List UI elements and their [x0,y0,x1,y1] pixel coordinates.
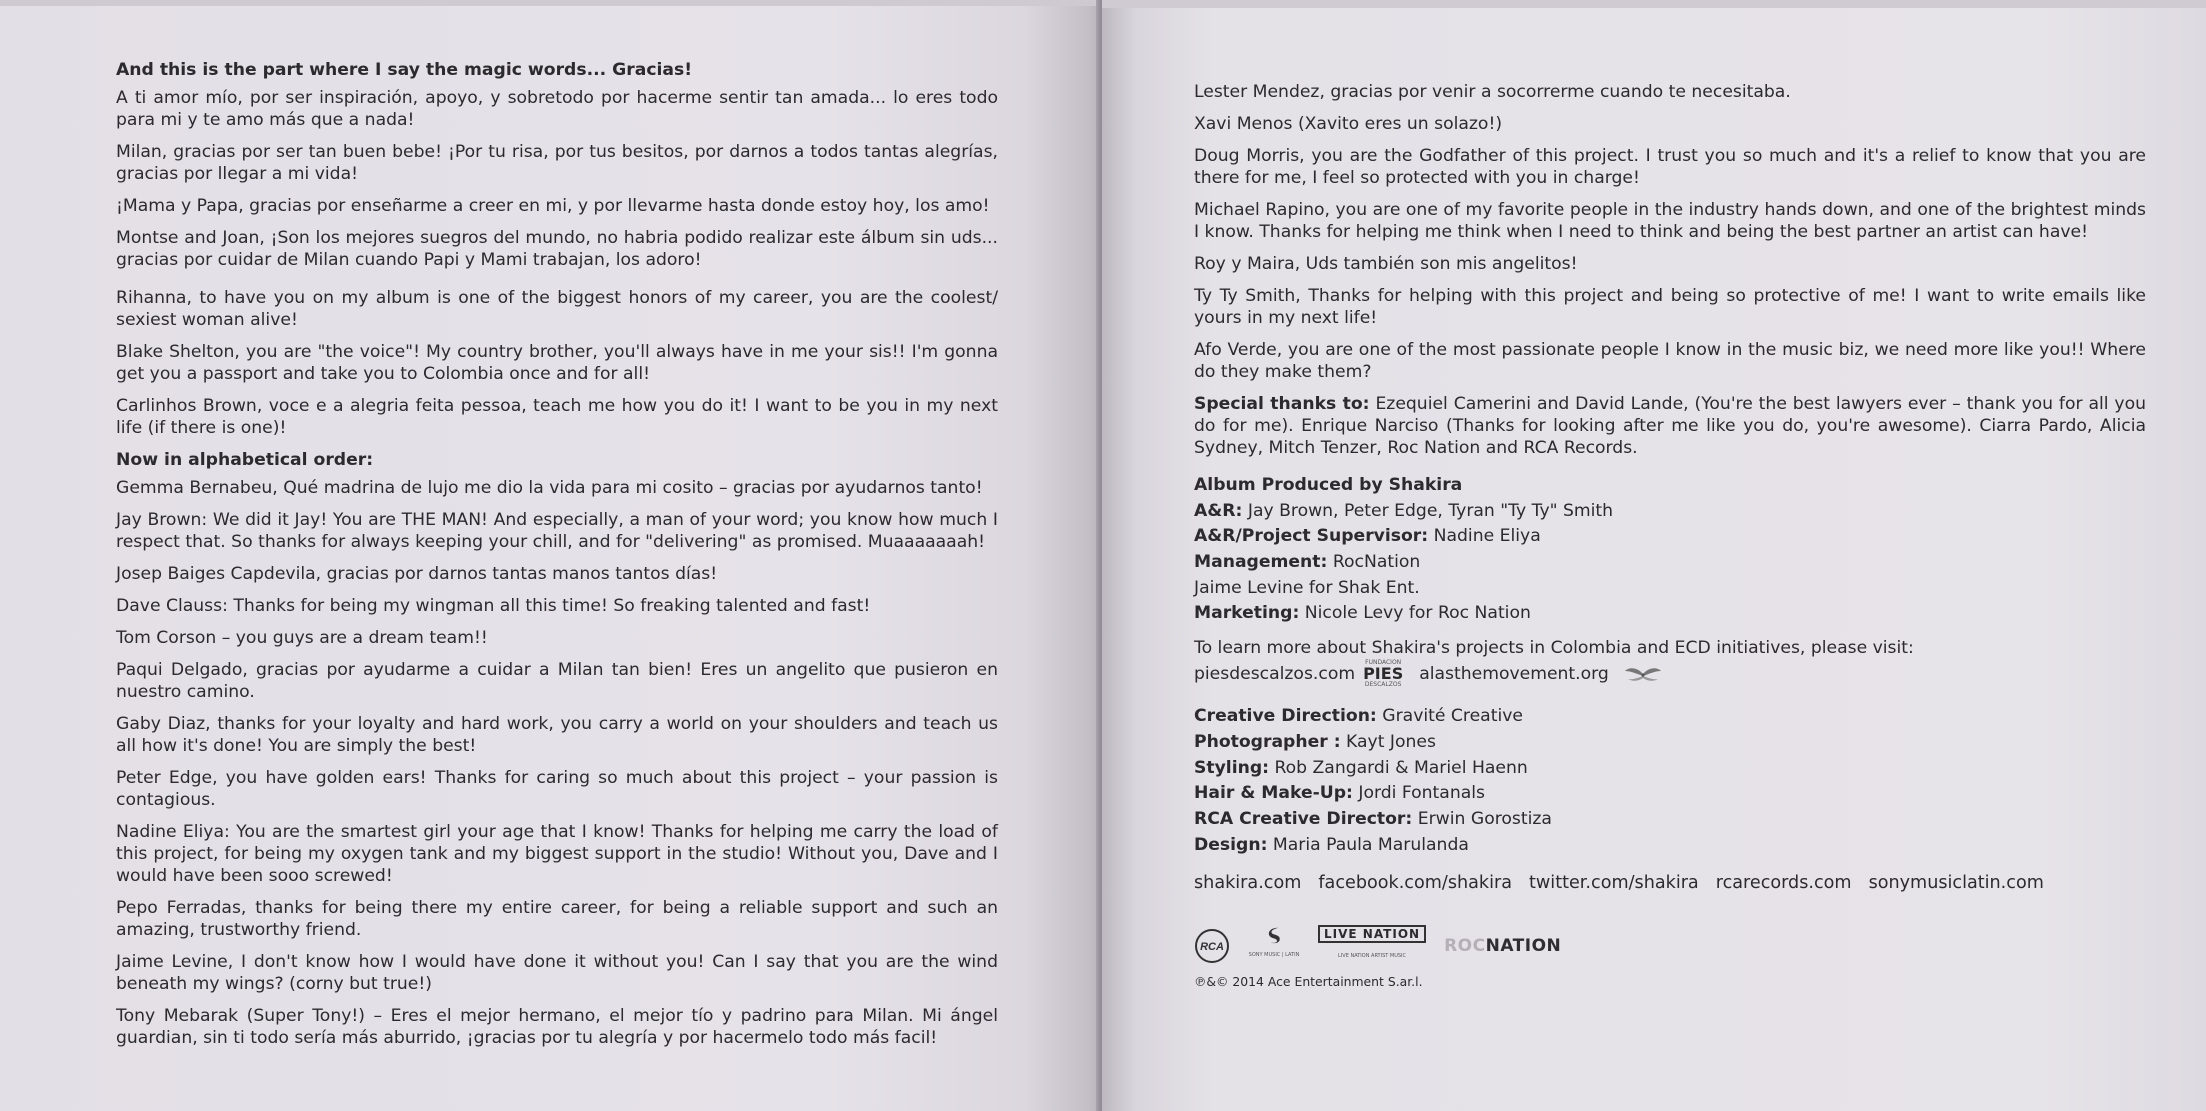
svg-text:RCA: RCA [1200,941,1224,954]
creative-credits [1194,704,2146,858]
thanks-paragraph: Doug Morris, you are the Godfather of this project. I trust you so much and it's a relief to know that you are there for me, I feel so protected with you in charge! [1194,146,2146,188]
thanks-paragraph: Milan, gracias por ser tan buen bebe! ¡Por tu risa, por tus besitos, por darnos a todos tantas alegrías, gracias por llegar a mi vida! [116,142,998,184]
thanks-paragraph: Tony Mebarak (Super Tony!) – Eres el mejor hermano, el mejor tío y padrino para Milan. Mi ángel guardian, sin ti todo sería más aburrido, ¡gracias por tu alegría y por hacermelo todo más facil! [116,1006,998,1048]
thanks-paragraph: Nadine Eliya: You are the smartest girl your age that I know! Thanks for helping me carry the load of this project, for being my oxygen tank and my biggest support in the studio! Without you, Dave and I would have been sooo screwed! [116,822,998,886]
sony-music-latin-link[interactable]: sonymusiclatin.com [1868,873,2044,894]
credit-value: Kayt Jones [1340,731,1436,752]
credit-value: Jaime Levine for Shak Ent. [1194,577,1420,598]
thanks-paragraph: Rihanna, to have you on my album is one of the biggest honors of my career, you are the coolest/ sexiest woman alive! [116,288,998,330]
website-links [1194,872,2146,894]
thanks-paragraph: A ti amor mío, por ser inspiración, apoyo, y sobretodo por hacerme sentir tan amada... lo eres todo para mi y te amo más que a nada! [116,88,998,130]
credit-line [1194,781,2146,807]
credit-value: Jay Brown, Peter Edge, Tyran "Ty Ty" Smith [1242,500,1614,521]
credit-line [1194,524,2146,550]
credit-label: A&R: [1194,500,1243,521]
credit-label: Creative Direction: [1194,706,1377,727]
foundation-links [1194,660,2146,688]
credit-label: Marketing: [1194,603,1300,624]
thanks-paragraph: Pepo Ferradas, thanks for being there my entire career, for being a reliable support and such an amazing, trustworthy friend. [116,898,998,940]
thanks-paragraph: ¡Mama y Papa, gracias por enseñarme a creer en mi, y por llevarme hasta donde estoy hoy, los amo! [116,196,990,216]
credit-line [1194,704,2146,730]
credit-label: Photographer : [1194,731,1341,752]
thanks-paragraph: Carlinhos Brown, voce e a alegria feita pessoa, teach me how you do it! I want to be you in my next life (if there is one)! [116,396,998,438]
right-column [1194,81,2146,990]
thanks-paragraph: Paqui Delgado, gracias por ayudarme a cuidar a Milan tan bien! Eres un angelito que pusieron en nuestro camino. [116,660,998,702]
credit-label: Management: [1194,552,1328,573]
thanks-paragraph: Montse and Joan, ¡Son los mejores suegros del mundo, no habria podido realizar este álbum sin uds... gracias por cuidar de Milan cuando Papi y Mami trabajan, los adoro! [116,228,998,270]
thanks-paragraph: Gemma Bernabeu, Qué madrina de lujo me dio la vida para mi cosito – gracias por ayudarnos tanto! [116,478,983,498]
credit-label: Hair & Make-Up: [1194,783,1353,804]
thanks-paragraph: Michael Rapino, you are one of my favorite people in the industry hands down, and one of the brightest minds I know. Thanks for helping me think when I need to think and being the best partner an artist can have! [1194,200,2146,242]
special-thanks-paragraph [1194,393,2146,459]
label-logos [1194,924,2146,968]
credit-value: Nadine Eliya [1428,526,1541,547]
alphabetical-heading: Now in alphabetical order: [116,450,374,470]
booklet-right-page [1102,0,2206,1111]
thanks-paragraph: Josep Baiges Capdevila, gracias por darnos tantas manos tantos días! [116,564,718,584]
learn-more-text: To learn more about Shakira's projects in Colombia and ECD initiatives, please visit: [1194,638,1914,659]
alas-wings-logo [1623,663,1663,685]
credit-value: Maria Paula Marulanda [1267,834,1469,855]
credit-line [1194,550,2146,576]
thanks-paragraph: Peter Edge, you have golden ears! Thanks for caring so much about this project – your passion is contagious. [116,768,998,810]
credit-line [1194,730,2146,756]
live-nation-logo [1318,925,1426,967]
credit-line [1194,756,2146,782]
roc-nation-logo: ROCNATION [1444,936,1562,957]
credit-line [1194,499,2146,525]
credit-line [1194,576,2146,602]
thanks-paragraph: Blake Shelton, you are "the voice"! My country brother, you'll always have in me your sis!! I'm gonna get you a passport and take you to Colombia once and for all! [116,342,998,384]
thanks-paragraph: Dave Clauss: Thanks for being my wingman all this time! So freaking talented and fast! [116,596,871,616]
thanks-paragraph: Xavi Menos (Xavito eres un solazo!) [1194,114,1503,134]
thanks-paragraph: Lester Mendez, gracias por venir a socorrerme cuando te necesitaba. [1194,82,1791,102]
credit-label: A&R/Project Supervisor: [1194,526,1429,547]
rca-logo [1194,928,1230,964]
thanks-paragraph: Afo Verde, you are one of the most passionate people I know in the music biz, we need more like you!! Where do they make them? [1194,340,2146,382]
thanks-paragraph: Jaime Levine, I don't know how I would have done it without you! Can I say that you are the wind beneath my wings? (corny but true!) [116,952,998,994]
sony-music-latin-logo [1248,926,1300,966]
special-thanks-label: Special thanks to: [1194,394,1370,414]
alasthemovement-link[interactable]: alasthemovement.org [1419,664,1609,685]
credit-label: Styling: [1194,757,1269,778]
sony-caption: SONY MUSIC | LATIN [1248,952,1300,959]
credit-value: Rob Zangardi & Mariel Haenn [1269,757,1528,778]
produced-by-line: Album Produced by Shakira [1194,475,1463,495]
twitter-link[interactable]: twitter.com/shakira [1529,873,1699,894]
thanks-paragraph: Ty Ty Smith, Thanks for helping with this project and being so protective of me! I want to write emails like yours in my next life! [1194,286,2146,328]
credit-line [1194,807,2146,833]
piesdescalzos-link[interactable]: piesdescalzos.com [1194,664,1356,685]
pies-descalzos-logo: FUNDACION PIES DESCALZOS [1363,659,1404,689]
credit-value: Jordi Fontanals [1352,783,1485,804]
credit-value: Gravité Creative [1376,706,1523,727]
thanks-paragraph: Jay Brown: We did it Jay! You are THE MAN! And especially, a man of your word; you know how much I respect that. So thanks for always keeping your chill, and for "delivering" as promised. Muaaaaaaah! [116,510,998,552]
thanks-paragraph: Gaby Diaz, thanks for your loyalty and hard work, you carry a world on your shoulders and teach us all how it's done! You are simply the best! [116,714,998,756]
thanks-paragraph: Tom Corson – you guys are a dream team!! [116,628,488,648]
booklet-left-page [0,0,1100,1111]
sony-music-icon [1259,926,1289,944]
credit-value: Nicole Levy for Roc Nation [1299,603,1531,624]
facebook-link[interactable]: facebook.com/shakira [1318,873,1513,894]
special-thanks-text: Ezequiel Camerini and David Lande, (You're the best lawyers ever – thank you for all you do for me). Enrique Narciso (Thanks for looking after me like you do, you're awesome). Ciarra Pardo, Alicia Sydney, Mitch Tenzer, Roc Nation and RCA Records. [1194,394,2146,458]
live-nation-caption: LIVE NATION ARTIST MUSIC [1338,953,1407,960]
thanks-heading: And this is the part where I say the magic words... Gracias! [116,60,693,80]
left-column [116,59,998,1059]
credit-value: Erwin Gorostiza [1412,808,1552,829]
credit-line [1194,601,2146,627]
credit-label: Design: [1194,834,1268,855]
live-nation-wordmark: LIVE NATION [1318,925,1426,943]
credit-label: RCA Creative Director: [1194,808,1413,829]
credit-line [1194,833,2146,859]
shakira-site-link[interactable]: shakira.com [1194,873,1302,894]
copyright-notice: ℗&© 2014 Ace Entertainment S.ar.l. [1194,974,1423,990]
learn-more-block [1194,637,2146,688]
credit-value: RocNation [1327,552,1421,573]
rca-records-link[interactable]: rcarecords.com [1715,873,1852,894]
thanks-paragraph: Roy y Maira, Uds también son mis angelitos! [1194,254,1578,274]
production-credits [1194,473,2146,627]
